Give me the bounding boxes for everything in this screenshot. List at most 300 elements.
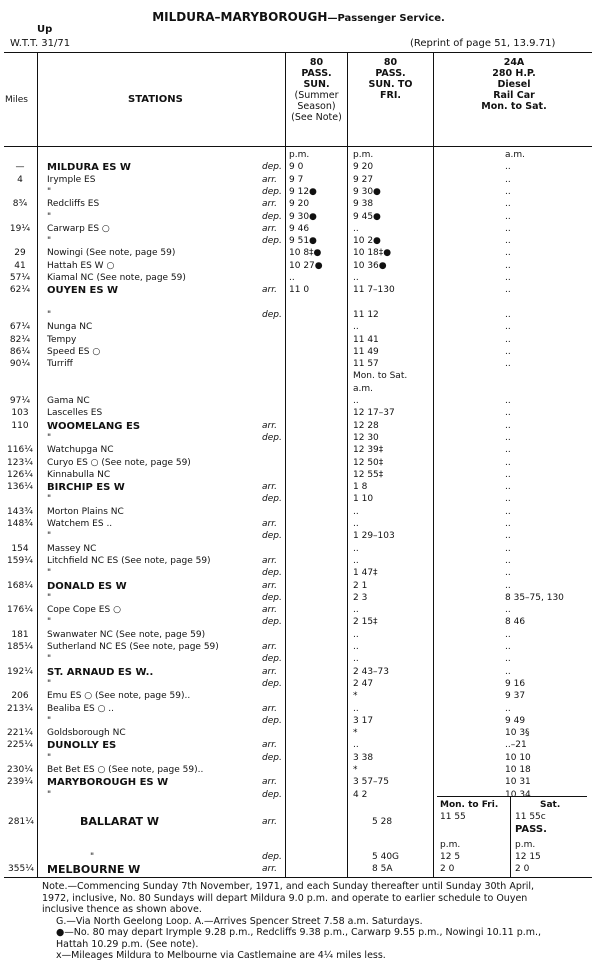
station-cell: " [47,654,52,665]
train-80-sun-fri-cell: 2 47 [353,678,374,689]
railcar-24a-cell: 10 18 [505,765,531,775]
station-cell: Irymple ES [47,174,96,185]
arr-dep-cell: dep. [262,752,282,763]
train-80-sun-fri-cell: 10 36● [353,260,387,271]
railcar-24a-cell: .. [505,555,511,566]
railcar-24a-cell: .. [505,519,511,529]
table-row [0,408,597,419]
station-cell: Watchem ES .. [47,519,113,529]
table-row [0,310,597,321]
station-cell: Kiamal NC (See note, page 59) [47,273,186,283]
miles-cell: 82¼ [9,334,31,345]
miles-cell: 230¼ [7,765,33,775]
miles-cell: 97¼ [9,396,31,406]
train-80-sun-fri-cell: 12 50‡ [353,457,384,468]
station-cell: Swanwater NC (See note, page 59) [47,629,206,640]
melbourne-arr-col3a: 2 0 [440,864,455,874]
arr-dep-cell: arr. [262,519,277,529]
miles-cell: 136¼ [7,482,33,493]
arr-dep-cell: arr. [262,199,277,210]
train-80-sun-fri-cell: .. [353,605,359,616]
railcar-24a-cell: .. [505,531,511,542]
miles-cell: 41 [14,260,26,271]
train-80-sun-fri-cell: 9 20 [353,162,374,173]
station-cell: " [47,494,52,505]
miles-cell: 206 [11,691,29,702]
station-cell: BIRCHIP ES W [47,482,125,494]
station-cell: Sutherland NC ES (See note, page 59) [47,642,219,652]
table-row [0,494,597,505]
train-80-sun-fri-cell: 9 30● [353,186,381,197]
miles-cell: 4 [17,174,23,185]
miles-cell: 213¼ [7,703,33,714]
arr-dep-cell: arr. [262,666,277,677]
header-col2: 80 PASS. SUN. TO FRI. [368,57,413,101]
train-80-sun-fri-cell: .. [353,506,359,517]
train-80-sun-fri-cell: 11 12 [353,309,379,320]
melbourne-dep-quote: " [90,852,95,862]
train-80-sun-fri-cell: * [353,691,358,702]
miles-cell: 123¼ [7,457,33,468]
table-row [0,507,597,518]
station-cell: Turriff [47,359,73,370]
miles-cell: 192¼ [7,666,33,677]
train-80-sun-fri-cell: 12 55‡ [353,469,384,480]
station-cell: Morton Plains NC [47,506,124,517]
train-80-sun-fri-cell: .. [353,642,359,652]
arr-dep-cell: dep. [262,592,282,603]
railcar-24a-cell: .. [505,703,511,714]
station-cell: " [47,678,52,689]
pm-label-a: p.m. [440,840,461,850]
train-80-sun-cell: p.m. [289,150,310,160]
table-row [0,421,597,432]
train-80-sun-fri-cell: 9 38 [353,199,374,210]
railcar-24a-cell: .. [505,174,511,185]
station-cell: Watchupga NC [47,445,114,456]
train-80-sun-fri-cell: .. [353,223,359,234]
melbourne-station: MELBOURNE W [47,863,141,876]
melbourne-dep-col3b: 12 15 [515,852,541,862]
ballarat-arr: arr. [262,817,277,827]
arr-dep-cell: dep. [262,211,282,222]
arr-dep-cell: dep. [262,494,282,505]
train-80-sun-fri-cell: .. [353,322,359,333]
train-80-sun-fri-cell: 3 17 [353,715,374,726]
railcar-24a-cell: .. [505,186,511,197]
miles-cell: 176¼ [7,605,33,616]
table-row [0,581,597,592]
railcar-24a-cell: 10 10 [505,752,531,763]
table-row [0,162,597,173]
train-80-sun-fri-cell: 1 29–103 [353,531,395,542]
ballarat-col3b: 11 55c [515,812,546,822]
station-cell: " [47,752,52,763]
train-80-sun-fri-cell: 12 17–37 [353,408,395,419]
melbourne-arr: arr. [262,864,277,874]
pass-label: PASS. [515,824,547,835]
arr-dep-cell: dep. [262,531,282,542]
table-row [0,261,597,272]
train-80-sun-cell: 9 46 [289,223,310,234]
station-cell: Kinnabulla NC [47,469,111,480]
arr-dep-cell: arr. [262,482,277,493]
railcar-24a-cell: 10 3§ [505,728,530,739]
melbourne-arr-col3b: 2 0 [515,864,530,874]
railcar-24a-cell: .. [505,469,511,480]
railcar-24a-cell: .. [505,248,511,259]
railcar-24a-cell: .. [505,432,511,443]
header-col1: 80 PASS. SUN. (Summer Season) (See Note) [291,57,342,123]
miles-cell: 185¼ [7,642,33,652]
table-row [0,568,597,579]
miles-cell: — [15,162,25,173]
miles-cell: 181 [11,629,29,640]
ballarat-col2: 5 28 [372,817,393,827]
railcar-24a-cell: .. [505,666,511,677]
table-row [0,470,597,481]
train-80-sun-fri-cell: .. [353,629,359,640]
train-80-sun-fri-cell: 11 7–130 [353,285,395,296]
railcar-24a-cell: .. [505,199,511,210]
note-main: Note.—Commencing Sunday 7th November, 1971, and each Sunday thereafter until Sunday 30th April, 1972, inclusive, No. 80 Sundays will depart Mildura 9.0 p.m. and operate to earlier schedule to Ouyen inclusive thence as shown above. [42,881,535,915]
table-row [0,728,597,739]
arr-dep-cell: dep. [262,432,282,443]
train-80-sun-fri-cell: 4 2 [353,789,368,800]
train-80-sun-cell: 9 0 [289,162,304,173]
table-row [0,187,597,198]
miles-cell: 19¼ [9,223,31,234]
miles-cell: 90¼ [9,359,31,370]
train-80-sun-fri-cell: .. [353,273,359,283]
train-80-sun-fri-cell: 10 2● [353,236,381,247]
miles-cell: 29 [14,248,26,259]
table-row [0,617,597,628]
train-80-sun-fri-cell: 1 10 [353,494,374,505]
train-80-sun-fri-cell: .. [353,555,359,566]
reprint-note: (Reprint of page 51, 13.9.71) [410,38,556,49]
melbourne-miles: 355¼ [8,864,34,874]
train-80-sun-fri-cell: 11 57 [353,359,379,370]
miles-cell: 62¼ [9,285,31,296]
table-row [0,482,597,493]
train-80-sun-fri-cell: 1 8 [353,482,368,493]
arr-dep-cell: arr. [262,605,277,616]
table-row [0,175,597,186]
table-row [0,396,597,407]
station-cell: Goldsborough NC [47,728,126,739]
miles-cell: 221¼ [7,728,33,739]
table-row [0,753,597,764]
arr-dep-cell: dep. [262,715,282,726]
train-80-sun-fri-cell: 2 3 [353,592,368,603]
arr-dep-cell: dep. [262,186,282,197]
railcar-24a-cell: 10 31 [505,777,531,788]
table-row [0,691,597,702]
table-row [0,544,597,555]
ballarat-miles: 281¼ [8,817,34,827]
table-row [0,654,597,665]
station-cell: Tempy [47,334,77,345]
railcar-24a-cell: 10 34 [505,789,531,800]
train-80-sun-fri-cell: p.m. [353,150,374,160]
arr-dep-cell: dep. [262,162,282,173]
arr-dep-cell: dep. [262,789,282,800]
table-row [0,150,597,161]
table-row [0,212,597,223]
arr-dep-cell: dep. [262,568,282,579]
train-80-sun-fri-cell: 12 30 [353,432,379,443]
train-80-sun-fri-cell: 12 39‡ [353,445,384,456]
railcar-24a-cell: .. [505,408,511,419]
header-stations: STATIONS [128,94,183,105]
railcar-24a-cell: .. [505,568,511,579]
railcar-24a-cell: .. [505,236,511,247]
table-row [0,519,597,530]
table-row [0,384,597,395]
arr-dep-cell: arr. [262,703,277,714]
melbourne-dep-col2: 5 40G [372,852,400,862]
arr-dep-cell: arr. [262,285,277,296]
arr-dep-cell: arr. [262,642,277,652]
train-80-sun-fri-cell: a.m. [353,383,374,394]
station-cell: " [47,211,52,222]
col3a-head: Mon. to Fri. [440,800,499,810]
railcar-24a-cell: .. [505,543,511,554]
note-mileage: x—Mileages Mildura to Melbourne via Castlemaine are 4¼ miles less. [56,950,386,961]
train-80-sun-fri-cell: .. [353,396,359,406]
train-80-sun-cell: 9 7 [289,174,304,185]
railcar-24a-cell: .. [505,445,511,456]
table-row [0,679,597,690]
railcar-24a-cell: .. [505,654,511,665]
station-cell: Nunga NC [47,322,93,333]
train-80-sun-fri-cell: 2 1 [353,580,368,591]
melbourne-dep-col3a: 12 5 [440,852,461,862]
station-cell: " [47,617,52,628]
miles-cell: 143¾ [7,506,33,517]
railcar-24a-cell: .. [505,223,511,234]
station-cell: " [47,531,52,542]
miles-cell: 67¼ [9,322,31,333]
miles-cell: 239¼ [7,777,33,788]
train-80-sun-cell: 10 27● [289,260,323,271]
table-row [0,285,597,296]
train-80-sun-fri-cell: 3 38 [353,752,374,763]
header-miles: Miles [5,95,28,105]
train-80-sun-fri-cell: 11 49 [353,346,379,357]
miles-cell: 8¾ [12,199,28,210]
arr-dep-cell: arr. [262,223,277,234]
table-bottom-rule [4,877,592,878]
footnotes [42,881,562,962]
station-cell: Speed ES ○ [47,346,101,357]
station-cell: Carwarp ES ○ [47,223,110,234]
railcar-24a-cell: .. [505,346,511,357]
station-cell: " [47,789,52,800]
train-80-sun-fri-cell: .. [353,654,359,665]
railcar-24a-cell: .. [505,642,511,652]
station-cell: " [47,592,52,603]
col3b-head: Sat. [540,800,561,810]
table-row [0,716,597,727]
table-row [0,605,597,616]
station-cell: Curyo ES ○ (See note, page 59) [47,457,191,468]
railcar-24a-cell: ..–21 [505,740,527,751]
table-row [0,224,597,235]
arr-dep-cell: dep. [262,617,282,628]
table-row [0,704,597,715]
railcar-24a-cell: .. [505,334,511,345]
railcar-24a-cell: 8 46 [505,617,526,628]
railcar-24a-cell: .. [505,420,511,431]
arr-dep-cell: arr. [262,580,277,591]
melbourne-dep: dep. [262,852,282,862]
miles-cell: 110 [11,420,29,431]
railcar-24a-cell: .. [505,211,511,222]
train-80-sun-fri-cell: .. [353,740,359,751]
miles-cell: 159¼ [7,555,33,566]
arr-dep-cell: dep. [262,654,282,665]
note-dot: ●—No. 80 may depart Irymple 9.28 p.m., Redcliffs 9.38 p.m., Carwarp 9.55 p.m., Nowingi 10.11 p.m., Hattah 10.29 p.m. (See note). [56,927,542,950]
train-80-sun-fri-cell: * [353,728,358,739]
train-80-sun-fri-cell: 12 28 [353,420,379,431]
station-cell: Emu ES ○ (See note, page 59).. [47,691,191,702]
header-col3: 24A 280 H.P. Diesel Rail Car Mon. to Sat. [481,57,547,112]
table-row [0,531,597,542]
railcar-24a-cell: .. [505,309,511,320]
table-row [0,556,597,567]
miles-cell: 225¼ [7,740,33,751]
table-row [0,298,597,309]
station-cell: " [47,715,52,726]
miles-cell: 126¼ [7,469,33,480]
train-80-sun-fri-cell: Mon. to Sat. [353,371,408,382]
railcar-24a-cell: 8 35–75, 130 [505,592,564,603]
railcar-24a-cell: .. [505,396,511,406]
station-cell: Lascelles ES [47,408,103,419]
train-80-sun-fri-cell: 2 15‡ [353,617,378,628]
table-row [0,445,597,456]
arr-dep-cell: arr. [262,174,277,185]
train-80-sun-fri-cell: 10 18‡● [353,248,392,259]
miles-cell: 148¾ [7,519,33,529]
arr-dep-cell: arr. [262,777,277,788]
station-cell: Bet Bet ES ○ (See note, page 59).. [47,765,204,775]
railcar-24a-cell: .. [505,605,511,616]
railcar-24a-cell: .. [505,580,511,591]
miles-cell: 57¼ [9,273,31,283]
wtt-reference: W.T.T. 31/71 [10,38,71,49]
station-cell: DUNOLLY ES [47,740,117,752]
station-cell: " [47,186,52,197]
arr-dep-cell: dep. [262,236,282,247]
table-row [0,740,597,751]
train-80-sun-fri-cell: * [353,765,358,775]
ballarat-station: BALLARAT W [80,815,160,828]
table-row [0,765,597,776]
train-80-sun-cell: 10 8‡● [289,248,322,259]
station-cell: " [47,432,52,443]
page-title: MILDURA–MARYBOROUGH—Passenger Service. [152,10,445,24]
station-cell: Nowingi (See note, page 59) [47,248,176,259]
station-cell: MARYBOROUGH ES W [47,777,169,789]
note-g-a: G.—Via North Geelong Loop. A.—Arrives Spencer Street 7.58 a.m. Saturdays. [56,915,423,927]
table-row [0,199,597,210]
melbourne-arr-col2: 8 5A [372,864,393,874]
station-cell: DONALD ES W [47,580,127,592]
table-row [0,790,597,801]
miles-cell: 103 [11,408,29,419]
miles-cell: 168¼ [7,580,33,591]
table-row [0,630,597,641]
station-cell: " [47,309,52,320]
miles-cell: 116¼ [7,445,33,456]
table-row [0,322,597,333]
railcar-24a-cell: .. [505,457,511,468]
train-80-sun-fri-cell: .. [353,519,359,529]
station-cell: WOOMELANG ES [47,420,141,432]
miles-cell: 154 [11,543,29,554]
railcar-24a-cell: .. [505,494,511,505]
table-row [0,667,597,678]
train-80-sun-fri-cell: .. [353,703,359,714]
train-80-sun-cell: 11 0 [289,285,310,296]
station-cell: ST. ARNAUD ES W.. [47,666,154,678]
railcar-24a-cell: 9 37 [505,691,526,702]
table-row [0,433,597,444]
table-row [0,248,597,259]
train-80-sun-fri-cell: 9 27 [353,174,374,185]
table-row [0,458,597,469]
station-cell: Hattah ES W ○ [47,260,115,271]
railcar-24a-cell: .. [505,162,511,173]
station-cell: " [47,236,52,247]
railcar-24a-cell: .. [505,285,511,296]
table-top-rule [4,52,592,53]
train-80-sun-fri-cell: 3 57–75 [353,777,389,788]
railcar-24a-cell: .. [505,273,511,283]
col3-split-divider [510,796,511,877]
railcar-24a-cell: 9 49 [505,715,526,726]
table-row [0,347,597,358]
railcar-24a-cell: a.m. [505,150,526,160]
railcar-24a-cell: .. [505,359,511,370]
header-rule [4,146,592,147]
station-cell: Bealiba ES ○ .. [47,703,115,714]
table-row [0,273,597,284]
train-80-sun-fri-cell: 2 43–73 [353,666,389,677]
arr-dep-cell: arr. [262,420,277,431]
railcar-24a-cell: .. [505,260,511,271]
train-80-sun-cell: 9 30● [289,211,317,222]
train-80-sun-cell: .. [289,273,295,283]
train-80-sun-fri-cell: 9 45● [353,211,381,222]
table-row [0,642,597,653]
arr-dep-cell: arr. [262,555,277,566]
train-80-sun-fri-cell: .. [353,543,359,554]
railcar-24a-cell: .. [505,506,511,517]
arr-dep-cell: dep. [262,309,282,320]
station-cell: " [47,568,52,579]
table-row [0,335,597,346]
station-cell: Litchfield NC ES (See note, page 59) [47,555,211,566]
table-row [0,359,597,370]
miles-cell: 86¼ [9,346,31,357]
table-row [0,236,597,247]
railcar-24a-cell: .. [505,322,511,333]
train-80-sun-cell: 9 12● [289,186,317,197]
